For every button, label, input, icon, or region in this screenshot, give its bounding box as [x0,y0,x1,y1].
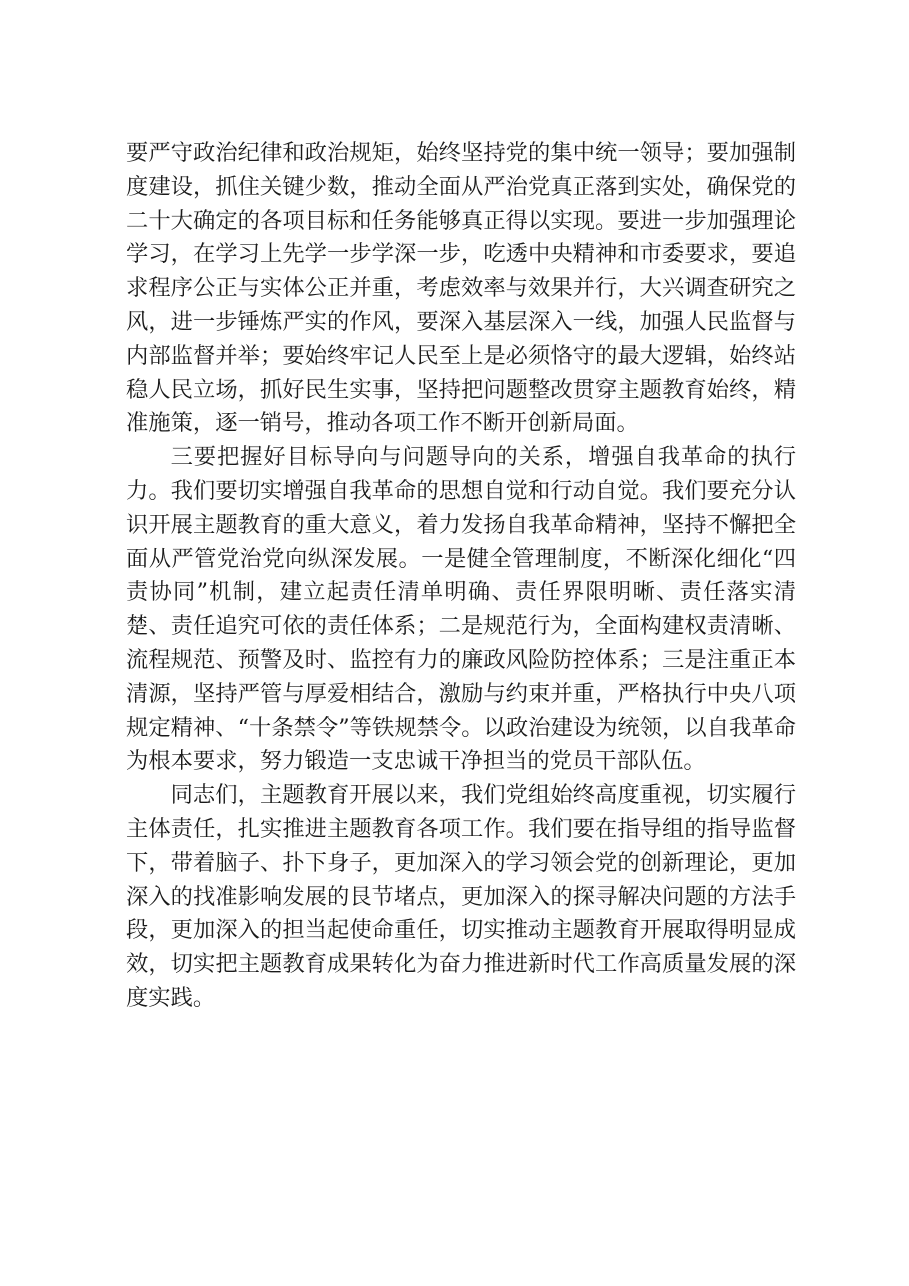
paragraph-three: 三要把握好目标导向与问题导向的关系，增强自我革命的执行力。我们要切实增强自我革命的思想自觉和行动自觉。我们要充分认识开展主题教育的重大意义，着力发扬自我革命精神，坚持不懈把全面从严管党治党向纵深发展。一是健全管理制度，不断深化细化“四责协同”机制，建立起责任清单明确、责任界限明晰、责任落实清楚、责任追究可依的责任体系；二是规范行为，全面构建权责清晰、流程规范、预警及时、监控有力的廉政风险防控体系；三是注重正本清源，坚持严管与厚爱相结合，激励与约束并重，严格执行中央八项规定精神、“十条禁令”等铁规禁令。以政治建设为统领，以自我革命为根本要求，努力锻造一支忠诚干净担当的党员干部队伍。 [126,444,796,775]
document-body [126,137,796,1016]
paragraph-continued: 要严守政治纪律和政治规矩，始终坚持党的集中统一领导；要加强制度建设，抓住关键少数，推动全面从严治党真正落到实处，确保党的二十大确定的各项目标和任务能够真正得以实现。要进一步加强理论学习，在学习上先学一步学深一步，吃透中央精神和市委要求，要追求程序公正与实体公正并重，考虑效率与效果并行，大兴调查研究之风，进一步锤炼严实的作风，要深入基层深入一线，加强人民监督与内部监督并举；要始终牢记人民至上是必须恪守的最大逻辑，始终站稳人民立场，抓好民生实事，坚持把问题整改贯穿主题教育始终，精准施策，逐一销号，推动各项工作不断开创新局面。 [126,140,796,437]
paragraph-closing: 同志们，主题教育开展以来，我们党组始终高度重视，切实履行主体责任，扎实推进主题教育各项工作。我们要在指导组的指导监督下，带着脑子、扑下身子，更加深入的学习领会党的创新理论，更加深入的找准影响发展的艮节堵点，更加深入的探寻解决问题的方法手段，更加深入的担当起使命重任，切实推动主题教育开展取得明显成效，切实把主题教育成果转化为奋力推进新时代工作高质量发展的深度实践。 [126,782,796,1011]
